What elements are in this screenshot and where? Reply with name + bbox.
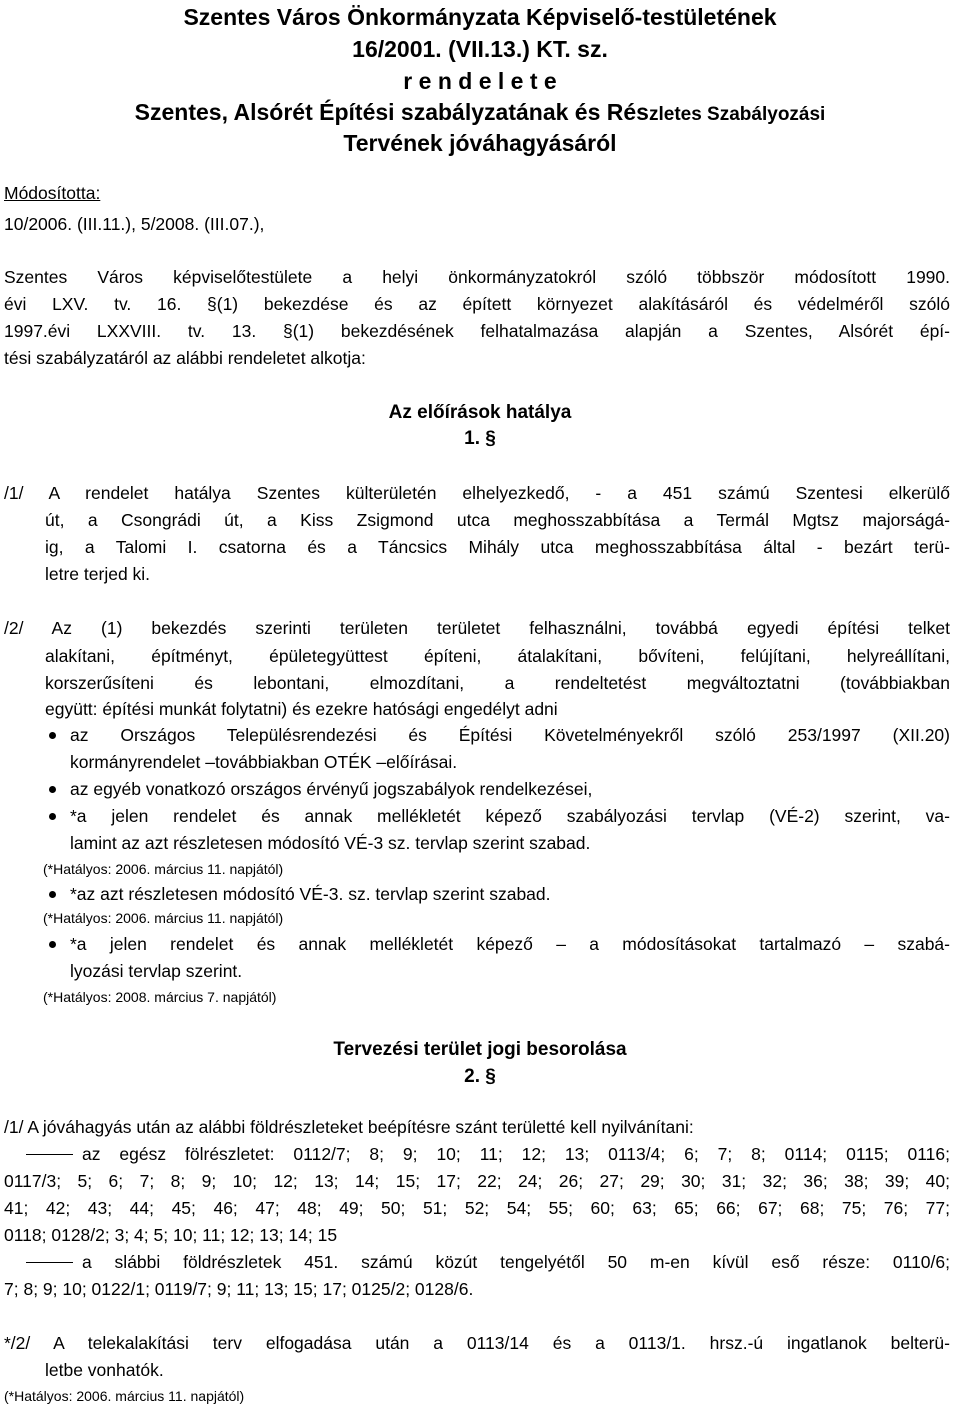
bullet-icon [49, 941, 56, 948]
section-1-number: 1. § [464, 428, 496, 449]
s1-p2-line-4: együtt: építési munkát folytatni) és ezekre hatósági engedélyt adni [45, 699, 558, 719]
title-line-4a: Szentes, Alsórét Építési szabályzatának és Rés [134, 99, 649, 125]
s2-p1-line-1: /1/ A jóváhagyás után az alábbi földrészleteket beépítésre szánt területté kell nyilvánítani: [4, 1117, 694, 1137]
section-1-heading: Az előírások hatálya [388, 402, 572, 423]
s2-p1-line-4: 41; 42; 43; 44; 45; 46; 47; 48; 49; 50; 51; 52; 54; 55; 60; 63; 65; 66; 67; 68; 75; 76; 77; [4, 1198, 950, 1218]
s1-p1-line-1: /1/ A rendelet hatálya Szentes külterületén elhelyezkedő, - a 451 számú Szentesi elkerülő [4, 483, 950, 503]
s2-p1-line-5: 0118; 0128/2; 3; 4; 5; 10; 11; 12; 13; 14; 15 [4, 1225, 338, 1245]
preamble-line-4: tési szabályzatáról az alábbi rendeletet alkotja: [4, 348, 366, 368]
title-line-3: r e n d e l e t e [403, 68, 557, 94]
section-2-heading: Tervezési terület jogi besorolása [333, 1039, 627, 1060]
s2-p1-line-6: a slábbi földrészletek 451. számú közút tengelyétől 50 m-en kívül eső része: 0110/6; [82, 1252, 950, 1272]
bullet-1-line-1: az Országos Településrendezési és Építési Követelményekről szóló 253/1997 (XII.20) [70, 725, 950, 745]
s1-p2-line-3: korszerűsíteni és lebontani, elmozdítani, a rendeltetést megváltoztatni (továbbiakban [45, 673, 950, 693]
note-4: (*Hatályos: 2006. március 11. napjától) [4, 1388, 245, 1404]
preamble-line-3: 1997.évi LXXVIII. tv. 13. §(1) bekezdésének felhatalmazása alapján a Szentes, Alsórét épí- [4, 321, 950, 341]
s1-p2-line-1: /2/ Az (1) bekezdés szerinti területen területet felhasználni, továbbá egyedi építési telket [4, 618, 950, 638]
title-line-2: 16/2001. (VII.13.) KT. sz. [352, 36, 608, 62]
s2-p1-line-3: 0117/3; 5; 6; 7; 8; 9; 10; 12; 13; 14; 15; 17; 22; 24; 26; 27; 29; 30; 31; 32; 36; 38; 39; 40; [4, 1171, 950, 1191]
title-line-1: Szentes Város Önkormányzata Képviselő-testületének [183, 4, 777, 30]
preamble-line-2: évi LXV. tv. 16. §(1) bekezdése és az épített környezet alakításáról és védelméről szóló [4, 294, 950, 314]
s1-p2-line-2: alakítani, építményt, épületegyüttest építeni, átalakítani, bővíteni, felújítani, helyreállítani, [45, 646, 950, 666]
s2-p2-line-2: letbe vonhatók. [45, 1360, 164, 1380]
s2-p1-line-2: az egész fölrészletet: 0112/7; 8; 9; 10; 11; 12; 13; 0113/4; 6; 7; 8; 0114; 0115; 0116; [82, 1144, 950, 1164]
title-line-4 [0, 99, 960, 128]
s1-p1-line-3: ig, a Talomi I. csatorna és a Táncsics Mihály utca meghosszabbítása által - bezárt terü- [45, 537, 950, 557]
modified-label: Módosította: [4, 183, 101, 203]
bullet-2: az egyéb vonatkozó országos érvényű jogszabályok rendelkezései, [70, 779, 593, 799]
preamble-line-1: Szentes Város képviselőtestülete a helyi önkormányzatokról szóló többször módosított 1990. [4, 267, 950, 287]
section-2-number: 2. § [464, 1066, 496, 1087]
s1-p1-line-4: letre terjed ki. [45, 564, 151, 584]
note-3: (*Hatályos: 2008. március 7. napjától) [43, 989, 277, 1005]
bullet-icon [49, 891, 56, 898]
bullet-1-line-2: kormányrendelet –továbbiakban OTÉK –előírásai. [70, 752, 458, 772]
s1-p1-line-2: út, a Csongrádi út, a Kiss Zsigmond utca meghosszabbítása a Termál Mgtsz majorságá- [45, 510, 950, 530]
bullet-5-line-1: *a jelen rendelet és annak mellékletét képező – a módosításokat tartalmazó – szabá- [70, 934, 950, 954]
modified-value: 10/2006. (III.11.), 5/2008. (III.07.), [4, 214, 265, 234]
bullet-3-line-1: *a jelen rendelet és annak mellékletét képező szabályozási tervlap (VÉ-2) szerint, va- [70, 806, 950, 826]
dash-icon [26, 1262, 73, 1263]
bullet-3-line-2: lamint az azt részletesen módosító VÉ-3 sz. tervlap szerint szabad. [70, 833, 591, 853]
note-2: (*Hatályos: 2006. március 11. napjától) [43, 910, 284, 926]
title-line-5: Tervének jóváhagyásáról [343, 130, 617, 156]
bullet-icon [49, 732, 56, 739]
dash-icon [26, 1154, 73, 1155]
note-1: (*Hatályos: 2006. március 11. napjától) [43, 861, 284, 877]
bullet-4: *az azt részletesen módosító VÉ-3. sz. tervlap szerint szabad. [70, 884, 551, 904]
bullet-icon [49, 813, 56, 820]
s2-p2-line-1: */2/ A telekalakítási terv elfogadása után a 0113/14 és a 0113/1. hrsz.-ú ingatlanok belterü- [4, 1333, 950, 1353]
title-line-4b: zletes Szabályozási [648, 104, 826, 125]
bullet-icon [49, 786, 56, 793]
s2-p1-line-7: 7; 8; 9; 10; 0122/1; 0119/7; 9; 11; 13; 15; 17; 0125/2; 0128/6. [4, 1279, 474, 1299]
bullet-5-line-2: lyozási tervlap szerint. [70, 961, 243, 981]
